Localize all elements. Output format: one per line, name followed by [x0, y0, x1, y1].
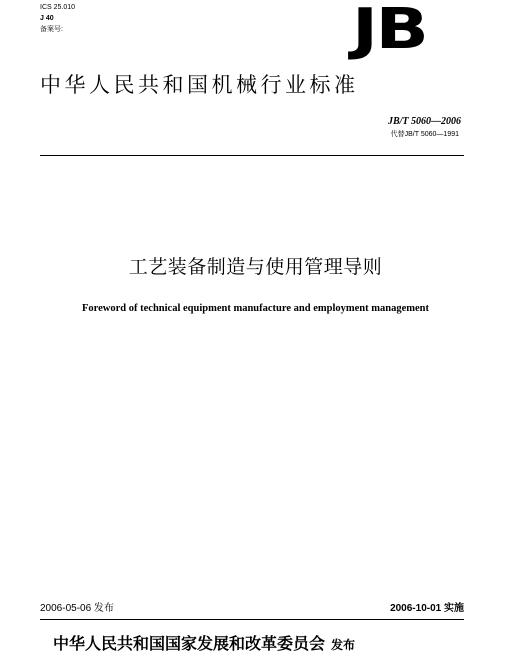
record-number-label: 备案号:: [40, 26, 63, 33]
classification-code: J 40: [40, 15, 54, 22]
replaces-standard: 代替JB/T 5060—1991: [390, 131, 459, 138]
implementation-date: 2006-10-01 实施: [390, 603, 464, 614]
top-divider: [40, 155, 464, 156]
document-title-english: Foreword of technical equipment manufacture and employment management: [82, 303, 429, 314]
publisher-suffix: 发布: [331, 638, 356, 652]
document-title-chinese: 工艺装备制造与使用管理导则: [128, 256, 383, 278]
issue-date: 2006-05-06 发布: [40, 603, 114, 614]
publisher-line: [53, 634, 355, 655]
ics-code: ICS 25.010: [40, 4, 76, 11]
standard-number: JB/T 5060—2006: [387, 116, 461, 127]
publisher-name: 中华人民共和国国家发展和改革委员会: [53, 634, 326, 653]
jb-logo: JB: [352, 0, 427, 62]
standard-category-title: 中华人民共和国机械行业标准: [40, 73, 359, 97]
bottom-divider: [40, 619, 464, 620]
